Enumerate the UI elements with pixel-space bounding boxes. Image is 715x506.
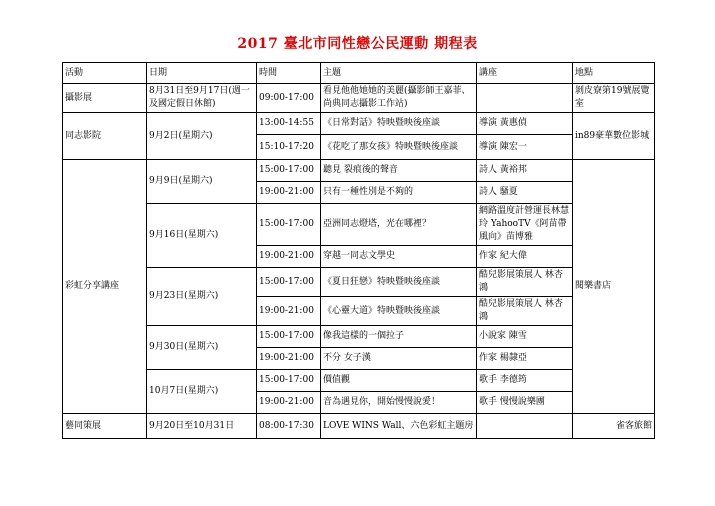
speaker-cell: 詩人 黃裕邦: [477, 160, 573, 182]
speaker-cell: 酷兒影展策展人 林杏鴻: [477, 268, 573, 297]
venue-cell: 雀客旅館: [573, 414, 655, 439]
topic-cell: 《日常對話》特映暨映後座談: [321, 113, 477, 135]
table-row: [63, 84, 655, 113]
speaker-cell: 作家 楊隸亞: [477, 348, 573, 370]
header-speaker: 講座: [477, 63, 573, 84]
venue-cell: 剝皮寮第19號展覽室: [573, 84, 655, 113]
date-cell: 9月20日至10月31日: [147, 414, 257, 439]
time-cell: 15:00-17:00: [257, 326, 321, 348]
date-cell: 9月30日(星期六): [147, 326, 257, 370]
speaker-cell: [477, 414, 573, 439]
table-row: [63, 160, 655, 182]
header-topic: 主題: [321, 63, 477, 84]
activity-cell: 攝影展: [63, 84, 147, 113]
activity-cell: 同志影院: [63, 113, 147, 160]
topic-cell: 亞洲同志燈塔，光在哪裡？: [321, 204, 477, 246]
time-cell: 15:00-17:00: [257, 204, 321, 246]
topic-cell: 音為遇見你，開始慢慢說愛！: [321, 392, 477, 414]
date-cell: 9月2日(星期六): [147, 113, 257, 160]
date-cell: 10月7日(星期六): [147, 370, 257, 414]
speaker-cell: 歌手 慢慢說樂團: [477, 392, 573, 414]
speaker-cell: 導演 黃惠偵: [477, 113, 573, 135]
header-activity: 活動: [63, 63, 147, 84]
topic-cell: 價值觀: [321, 370, 477, 392]
date-cell: 8月31日至9月17日(週一及國定假日休館): [147, 84, 257, 113]
time-cell: 15:00-17:00: [257, 160, 321, 182]
time-cell: 15:10-17:20: [257, 135, 321, 160]
speaker-cell: 導演 陳宏一: [477, 135, 573, 160]
speaker-cell: 酷兒影展策展人 林杏鴻: [477, 297, 573, 326]
topic-cell: 聽見 裂痕後的聲音: [321, 160, 477, 182]
topic-cell: 不分 女子漢: [321, 348, 477, 370]
table-row: [63, 268, 655, 297]
time-cell: 08:00-17:30: [257, 414, 321, 439]
header-venue: 地點: [573, 63, 655, 84]
topic-cell: LOVE WINS Wall、六色彩虹主題房: [321, 414, 477, 439]
header-time: 時間: [257, 63, 321, 84]
date-cell: 9月16日(星期六): [147, 204, 257, 268]
table-header-row: [63, 63, 655, 84]
time-cell: 15:00-17:00: [257, 370, 321, 392]
topic-cell: 《花吃了那女孩》特映暨映後座談: [321, 135, 477, 160]
speaker-cell: 歌手 李德筠: [477, 370, 573, 392]
time-cell: 13:00-14:55: [257, 113, 321, 135]
activity-cell: 藝同策展: [63, 414, 147, 439]
table-row: [63, 204, 655, 246]
time-cell: 15:00-17:00: [257, 268, 321, 297]
speaker-cell: 小說家 陳雪: [477, 326, 573, 348]
schedule-table: [62, 62, 655, 439]
date-cell: 9月9日(星期六): [147, 160, 257, 204]
time-cell: 09:00-17:00: [257, 84, 321, 113]
topic-cell: 穿越一同志文學史: [321, 246, 477, 268]
topic-cell: 《心靈大道》特映暨映後座談: [321, 297, 477, 326]
date-cell: 9月23日(星期六): [147, 268, 257, 326]
table-row: [63, 414, 655, 439]
speaker-cell: [477, 84, 573, 113]
speaker-cell: 作家 紀大偉: [477, 246, 573, 268]
page-title: 2017 臺北市同性戀公民運動 期程表: [237, 36, 478, 52]
table-row: [63, 113, 655, 135]
table-row: [63, 370, 655, 392]
time-cell: 19:00-21:00: [257, 297, 321, 326]
time-cell: 19:00-21:00: [257, 182, 321, 204]
speaker-cell: 詩人 騷夏: [477, 182, 573, 204]
speaker-cell: 網路溫度計營運長林慧玲 YahooTV《阿苗帶風向》苗博雅: [477, 204, 573, 246]
topic-cell: 看見他他她她的美麗(攝影師王嘉菲、尚典同志攝影工作站): [321, 84, 477, 113]
table-row: [63, 326, 655, 348]
topic-cell: 像我這樣的一個拉子: [321, 326, 477, 348]
venue-cell: in89豪華數位影城: [573, 113, 655, 160]
time-cell: 19:00-21:00: [257, 246, 321, 268]
header-date: 日期: [147, 63, 257, 84]
time-cell: 19:00-21:00: [257, 392, 321, 414]
topic-cell: 《夏日狂戀》特映暨映後座談: [321, 268, 477, 297]
time-cell: 19:00-21:00: [257, 348, 321, 370]
venue-cell: 閱樂書店: [573, 160, 655, 414]
topic-cell: 只有一種性別是不夠的: [321, 182, 477, 204]
activity-cell: 彩虹分享講座: [63, 160, 147, 414]
